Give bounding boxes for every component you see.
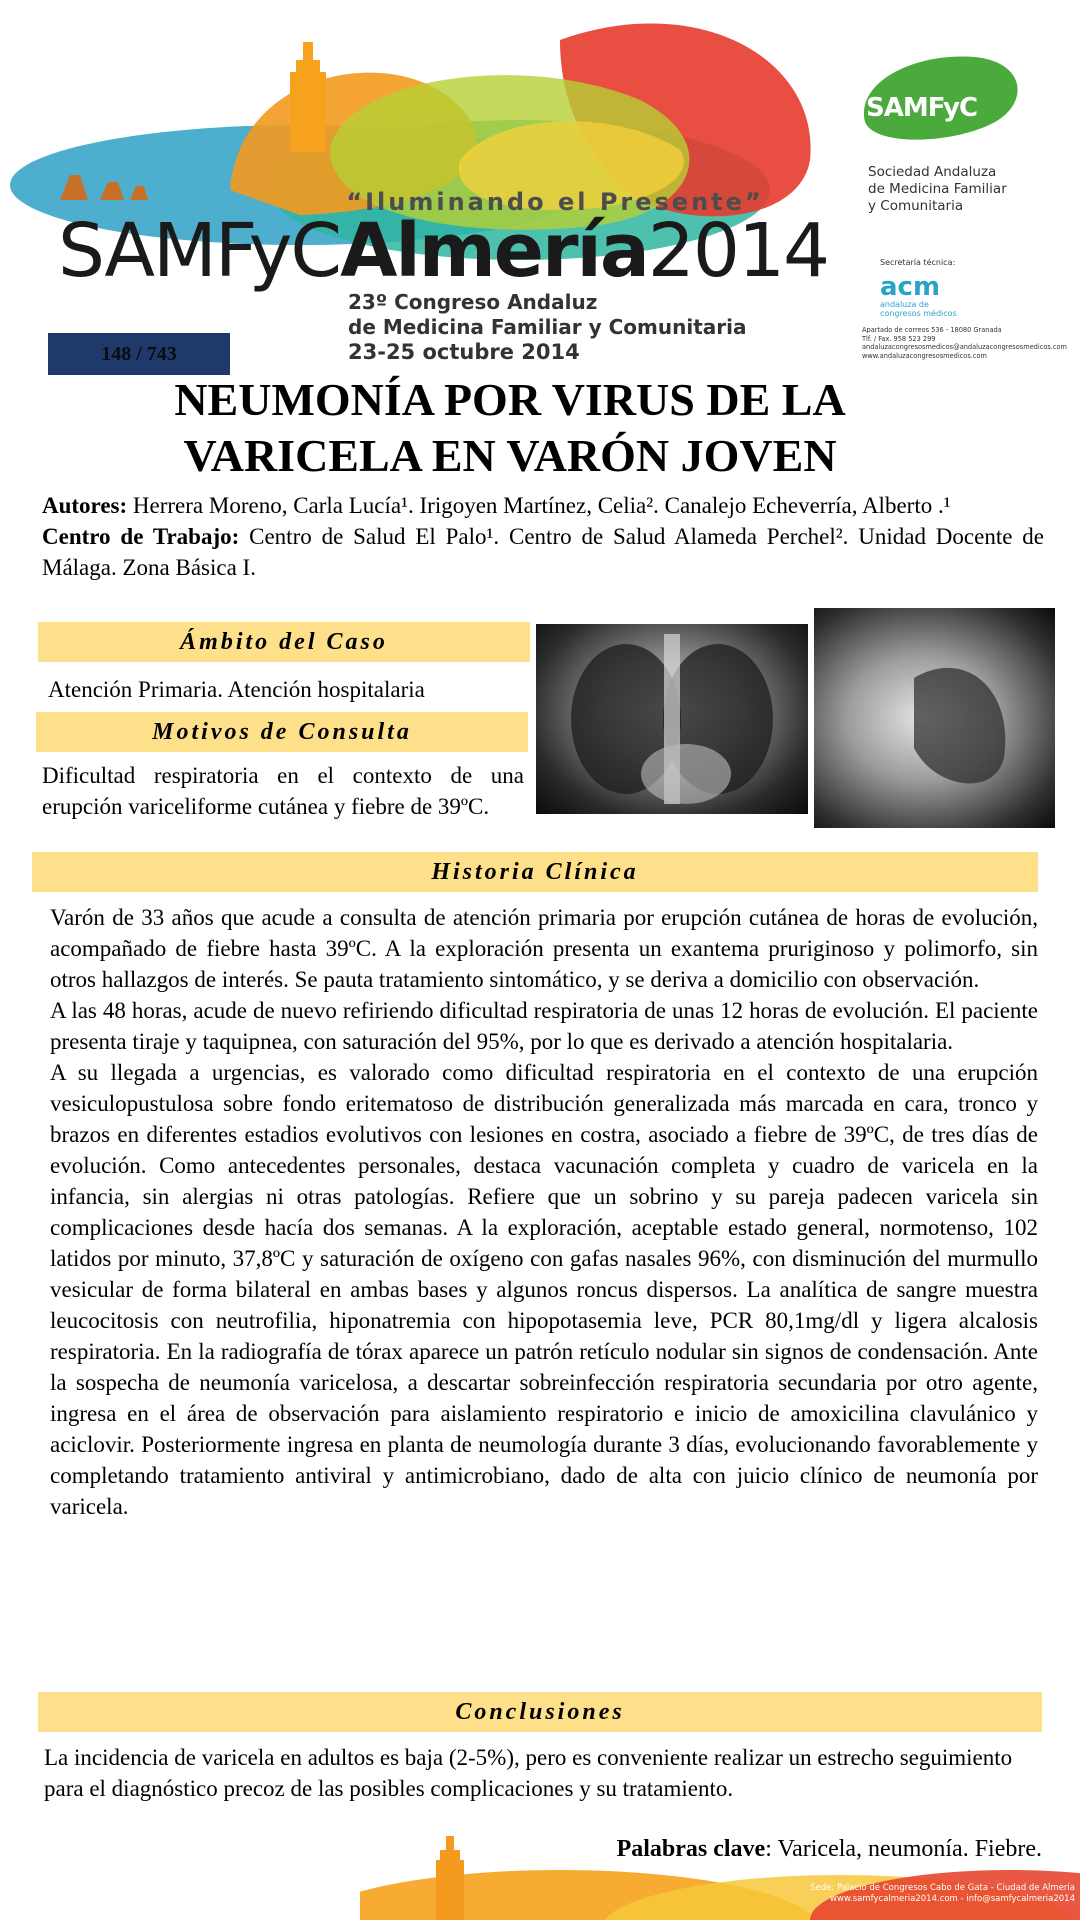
secretaria-label: Secretaría técnica:: [880, 258, 956, 267]
congress-motto: “Iluminando el Presente”: [346, 188, 764, 216]
keywords-text: : Varicela, neumonía. Fiebre.: [765, 1836, 1042, 1862]
chest-xray-lateral-art: [814, 608, 1055, 828]
historia-paragraph-3: A su llegada a urgencias, es valorado como dificultad respiratoria en el contexto de una erupción vesiculopustulosa sobre fondo eritematoso de distribución generalizada más marcada en cara, tronco y brazos en diferentes estadios evolutivos con lesiones en costra, asociado a fiebre de 39ºC, de tres días de evolución. Como antecedentes personales, destaca vacunación completa y cuadro de varicela en la infancia, sin alergias ni otras patologías. Refiere que un sobrino y su pareja padecen varicela sin complicaciones desde hacía dos semanas. A la exploración, aceptable estado general, normotenso, 102 latidos por minuto, 37,8ºC y saturación de oxígeno con gafas nasales 96%, con disminución del murmullo vesicular de forma bilateral en ambas bases y algunos roncus dispersos. La analítica de sangre muestra leucocitosis con neutrofilia, hiponatremia con hipopotasemia leve, PCR 80,1mg/dl y ligera alcalosis respiratoria. En la radiografía de tórax aparece un patrón retículo nodular sin signos de condensación. Ante la sospecha de neumonía varicelosa, a descartar sobreinfección respiratoria secundaria por otro agente, ingresa en el área de observación para aislamiento respiratorio e inicio de amoxicilina clavulánico y aciclovir. Posteriormente ingresa en planta de neumología durante 3 días, evolucionando favorablemente y completando tratamiento antiviral y antimicrobiano, dado de alta con juicio clínico de neumonía por varicela.: [50, 1060, 1038, 1519]
footer-venue: [780, 1883, 1075, 1905]
acm-logo: acm: [880, 272, 941, 302]
brand-bold: Almería: [340, 208, 648, 294]
keywords: [430, 1836, 1042, 1863]
title-line-1: NEUMONÍA POR VIRUS DE LA: [174, 374, 846, 425]
poster-title: [60, 372, 960, 484]
authors-line: [42, 490, 1044, 521]
ambito-heading: Ámbito del Caso: [38, 622, 530, 662]
authors-block: [42, 490, 1044, 583]
samfyc-logo-text: SAMFyC: [866, 93, 978, 123]
work-center-line: [42, 521, 1044, 583]
historia-body: [50, 902, 1038, 1522]
acm-subtitle: andaluza de congresos médicos: [880, 300, 957, 318]
motivos-heading: Motivos de Consulta: [36, 712, 528, 752]
society-line-1: Sociedad Andaluza: [868, 164, 997, 180]
conclusiones-text: La incidencia de varicela en adultos es baja (2-5%), pero es conveniente realizar un estrecho seguimiento para el diagnóstico precoz de las posibles complicaciones y su tratamiento.: [44, 1745, 1013, 1801]
congress-line-1: 23º Congreso Andaluz: [348, 290, 598, 314]
footer-line-1: Sede: Palacio de Congresos Cabo de Gata - Ciudad de Almería: [810, 1883, 1075, 1893]
ambito-text: Atención Primaria. Atención hospitalaria: [48, 677, 425, 702]
conclusiones-heading: Conclusiones: [38, 1692, 1042, 1732]
chest-xray-frontal-art: [536, 624, 808, 814]
society-line-3: y Comunitaria: [868, 198, 964, 214]
society-name: [868, 164, 1058, 215]
contact-line-1: Apartado de correos 536 - 18080 Granada: [862, 326, 1002, 334]
chest-xray-frontal: [536, 624, 808, 814]
congress-line-2: de Medicina Familiar y Comunitaria: [348, 315, 747, 339]
contact-line-3: andaluzacongresosmedicos@andaluzacongresosmedicos.com: [862, 343, 1067, 351]
footer-banner-art: [360, 1820, 1080, 1920]
contact-line-2: Tlf. / Fax. 958 523 299: [862, 334, 936, 343]
congress-dates: 23-25 octubre 2014: [348, 340, 580, 364]
historia-paragraph-2: A las 48 horas, acude de nuevo refiriendo dificultad respiratoria de unas 12 horas de evolución. El paciente presenta tiraje y taquipnea, con saturación del 95%, por lo que es derivado a atención hospitalaria.: [50, 998, 1038, 1054]
congress-brand: [58, 208, 829, 294]
poster-number-badge: 148 / 743: [48, 333, 230, 375]
motivos-text: Dificultad respiratoria en el contexto de una erupción variceliforme cutánea y fiebre de 39ºC.: [42, 763, 524, 819]
society-line-2: de Medicina Familiar: [868, 181, 1007, 197]
congress-info: [348, 290, 768, 365]
keywords-label: Palabras clave: [616, 1836, 766, 1862]
footer-line-2: www.samfycalmeria2014.com - info@samfycalmeria2014: [829, 1894, 1075, 1904]
brand-light: SAMFyC: [58, 208, 341, 294]
historia-heading: Historia Clínica: [32, 852, 1038, 892]
authors-label: Autores:: [42, 493, 128, 518]
secretaria-contact: [862, 326, 1072, 360]
title-line-2: VARICELA EN VARÓN JOVEN: [183, 430, 837, 481]
authors-text: Herrera Moreno, Carla Lucía¹. Irigoyen Martínez, Celia². Canalejo Echeverría, Alberto .¹: [132, 493, 951, 518]
lighthouse-icon: [290, 42, 326, 152]
historia-paragraph-1: Varón de 33 años que acude a consulta de atención primaria por erupción cutánea de horas de evolución, acompañado de fiebre hasta 39ºC. A la exploración presenta un exantema pruriginoso y polimorfo, sin otros hallazgos de interés. Se pauta tratamiento sintomático, y se deriva a domicilio con observación.: [50, 905, 1038, 992]
chest-xray-lateral: [814, 608, 1055, 828]
brand-year: 2014: [647, 208, 829, 294]
contact-line-4: www.andaluzacongresosmedicos.com: [862, 351, 987, 360]
work-center-label: Centro de Trabajo:: [42, 524, 240, 549]
work-center-text: Centro de Salud El Palo¹. Centro de Salud Alameda Perchel². Unidad Docente de Málaga. Zona Básica I.: [42, 524, 1044, 580]
